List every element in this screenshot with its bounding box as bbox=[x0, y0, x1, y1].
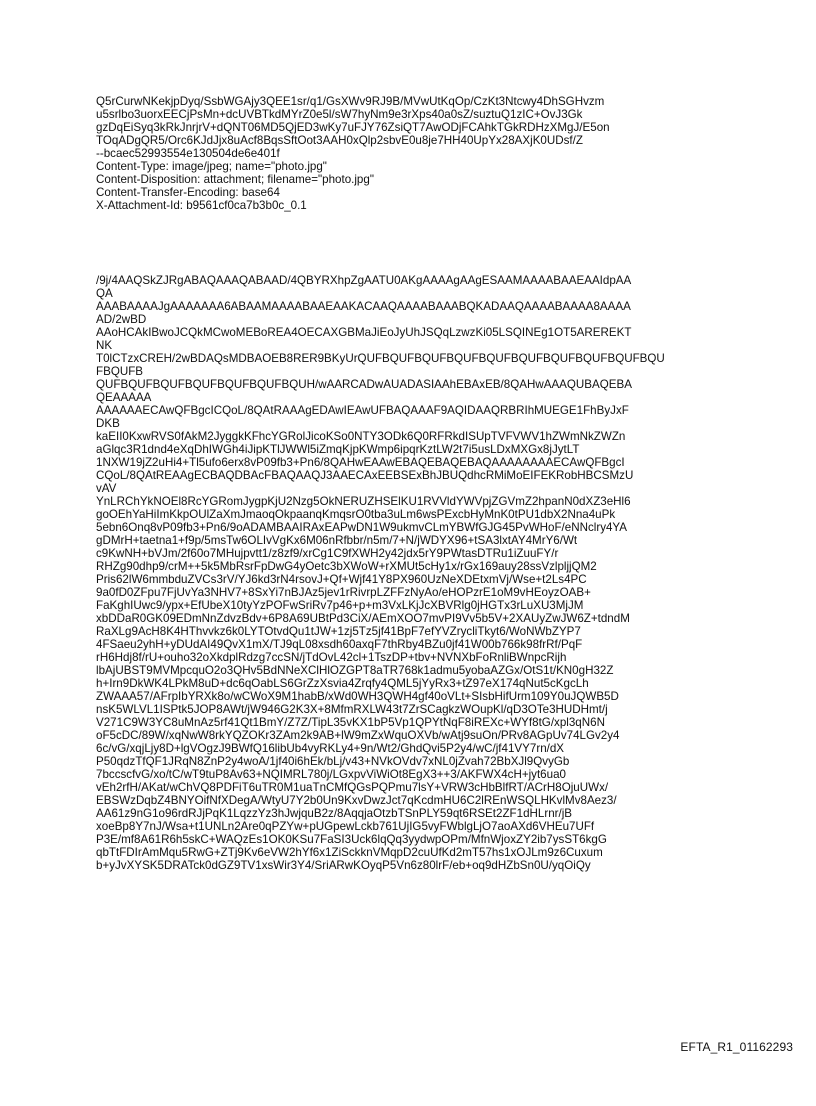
payload-line: T0lCTzxCREH/2wBDAQsMDBAOEB8RER9BKyUrQUFBQUFBQUFBQUFBQUFBQUFBQUFBQUFBQUFBQU bbox=[96, 352, 665, 365]
base64-payload-block bbox=[96, 274, 736, 1106]
payload-line bbox=[96, 1041, 736, 1054]
payload-line bbox=[96, 872, 736, 885]
payload-line: DKB bbox=[96, 417, 120, 430]
content-transfer-encoding-line: Content-Transfer-Encoding: base64 bbox=[96, 186, 280, 199]
payload-line: qbTtFDIrAmMqu5RwG+ZTj9Kv6eVW2hYf6x1ZiSckknVMqpD2cuUfKd2mT57hs1xOJLm9z6Cuxum bbox=[96, 846, 603, 859]
payload-line: CQoL/8QAtREAAgECBAQDBAcFBAQAAQJ3AAECAxEEBSExBhJBUQdhcRMiMoEIFEKRobHBCSMzU bbox=[96, 469, 634, 482]
payload-line: P50qdzTfQF1JRqN8ZnP2y4woA/1jf40i6hEk/bLj/v43+NVkOVdv7xNL0jZvah72BbXJl9QvyGb bbox=[96, 755, 570, 768]
payload-line: QEAAAAA bbox=[96, 391, 152, 404]
payload-line: gDMrH+taetna1+f9p/5msTw6OLIvVgKx6M06nRfbbr/n5m/7+N/jWDYX96+tSA3lxtAY4MrY6/Wt bbox=[96, 534, 578, 547]
payload-line: FaKghIUwc9/ypx+EfUbeX10tyYzPOFwSriRv7p46+p+m3VxLKjJcXBVRlg0jHGTx3rLuXU3MjJM bbox=[96, 599, 584, 612]
payload-line: FBQUFB bbox=[96, 365, 144, 378]
payload-line: AAABAAAAJgAAAAAAA6ABAAMAAAABAAEAAKACAAQAAAABAAABQKADAAQAAAABAAAA8AAAA bbox=[96, 300, 631, 313]
payload-line bbox=[96, 1080, 736, 1093]
payload-line: lbAjUBST9MVMpcquO2o3QHv5BdNNeXClHlOZGPT8aTR768k1admu5yobaAZGx/OtS1t/KN0gH32Z bbox=[96, 664, 614, 677]
payload-line: 4FSaeu2yhH+yDUdAI49QvX1mX/TJ9qL08xsdh60axqF7thRby4BZu0jf41W00b766k98frRf/PqF bbox=[96, 638, 583, 651]
payload-line: b+yJvXYSK5DRATck0dGZ9TV1xsWir3Y4/SriARwKOyqP5Vn6z80lrF/eb+oq9dHZbSn0U/yqOiQy bbox=[96, 859, 591, 872]
payload-line: V271C9W3YC8uMnAz5rf41Qt1BmY/Z7Z/TipL35vKX1bP5Vp1QPYtNqF8iREXc+WYf8tG/xpl3qN6N bbox=[96, 716, 605, 729]
payload-line: NK bbox=[96, 339, 113, 352]
payload-line: AA61z9nG1o96rdRJjPqK1LqzzYz3hJwjquB2z/8AqqjaOtzbTSnPLY59qt6RSEt2ZF1dHLrnr/jB bbox=[96, 807, 573, 820]
payload-line bbox=[96, 911, 736, 924]
payload-line: 1NXW19jZ2uHi4+Tl5ufo6erx8vP09fb3+Pn6/8QAHwEAAwEBAQEBAQEBAQAAAAAAAAECAwQFBgcI bbox=[96, 456, 625, 469]
payload-line bbox=[96, 963, 736, 976]
content-type-line: Content-Type: image/jpeg; name="photo.jpg" bbox=[96, 160, 327, 173]
payload-line: P3E/mf8A61R6h5skC+WAQzEs1OK0KSu7FaSI3Uck6lqQq3yydwpOPm/MfnWjoxZY2ib7ysST6kgG bbox=[96, 833, 607, 846]
payload-line bbox=[96, 1028, 736, 1041]
mime-header-block bbox=[96, 95, 736, 212]
payload-line: h+Irn9DkWK4LPkM8uD+dc6qOabLS6GrZzXsvia4Zrqfy4QML5jYyRx3+tZ97eX174qNut5cKgcLh bbox=[96, 677, 589, 690]
payload-line bbox=[96, 989, 736, 1002]
payload-line: goOEhYaHiImKkpOUlZaXmJmaoqOkpaanqKmqsrO0tba3uLm6wsPExcbHyMnK0tPU1dbX2Nna4uPk bbox=[96, 508, 616, 521]
payload-line: /9j/4AAQSkZJRgABAQAAAQABAAD/4QBYRXhpZgAATU0AKgAAAAgAAgESAAMAAAABAAEAAIdpAA bbox=[96, 274, 632, 287]
payload-line bbox=[96, 1015, 736, 1028]
payload-line: vEh2rfH/AKat/wChVQ8PDFiT6uTR0M1uaTnCMfQGsPQPmu7lsY+VRW3cHbBlfRT/ACrH8OjuUWx/ bbox=[96, 781, 609, 794]
header-line: TOqADgQR5/Orc6KJdJjx8uAcf8BqsSftOot3AAH0xQlp2sbvE0u8je7HH40UpYx28AXjK0UDsf/Z bbox=[96, 134, 583, 147]
payload-line: QA bbox=[96, 287, 113, 300]
payload-line: c9KwNH+bVJm/2f60o7MHujpvtt1/z8zf9/xrCg1C9fXWH2y42jdx5rY9PWtasDTRu1iZuuFY/r bbox=[96, 547, 559, 560]
payload-line bbox=[96, 1093, 736, 1106]
header-line: u5srlbo3uorxEECjPsMn+dcUVBTkdMYrZ0e5l/sW7hyNm9e3rXps40a0sZ/suztuQ1zIC+OvJ3Gk bbox=[96, 108, 583, 121]
payload-line: AD/2wBD bbox=[96, 313, 147, 326]
payload-line: RaXLg9AcH8K4HThvvkz6k0LYTOtvdQu1tJW+1zj5Tz5jf41BpF7efYVZrycliTkyt6/WoNWbZYP7 bbox=[96, 625, 581, 638]
header-line: gzDqEiSyq3kRkJnrjrV+dQNT06MD5QjED3wKy7uFJY76ZsiQT7AwODjFCAhkTGkRDHzXMgJ/E5on bbox=[96, 121, 610, 134]
payload-line: xoeBp8Y7nJ/Wsa+t1UNLn2Are0qPZYw+pUGpewLckb761UjIG5vyFWblgLjO7aoAXd6VHEu7UFf bbox=[96, 820, 595, 833]
payload-line: oF5cDC/89W/xqNwW8rkYQZOKr3ZAm2k9AB+lW9mZxWquOXVb/wAtj9suOn/PRv8AGpUv74LGv2y4 bbox=[96, 729, 620, 742]
payload-line: 9a0fD0ZFpu7FjUvYa3NHV7+8SxYi7nBJAz5jev1rRivrpLZFFzNyAo/eHOPzrE1oM9vHEoyzOAB+ bbox=[96, 586, 591, 599]
payload-line bbox=[96, 950, 736, 963]
payload-line: 7bccscfvG/xo/tC/wT9tuP8Av63+NQIMRL780j/LGxpvViWiOt8EgX3++3/AKFWX4cH+jyt6ua0 bbox=[96, 768, 566, 781]
payload-line bbox=[96, 1054, 736, 1067]
attachment-id-line: X-Attachment-Id: b9561cf0ca7b3b0c_0.1 bbox=[96, 199, 307, 212]
payload-line bbox=[96, 937, 736, 950]
payload-line: xbDDaR0GK09EDmNnZdvzBdv+6P8A69UBtPd3CiX/AEmXOO7mvPI9Vv5b5V+2XAUyZwJW6Z+tdndM bbox=[96, 612, 630, 625]
header-line: Q5rCurwNKekjpDyq/SsbWGAjy3QEE1sr/q1/GsXWv9RJ9B/MVwUtKqOp/CzKt3Ntcwy4DhSGHvzm bbox=[96, 95, 605, 108]
payload-line bbox=[96, 1002, 736, 1015]
payload-line: YnLRChYkNOEl8RcYGRomJygpKjU2Nzg5OkNERUZHSElKU1RVVldYWVpjZGVmZ2hpanN0dXZ3eHl6 bbox=[96, 495, 631, 508]
payload-line: 6c/vG/xqjLjy8D+lgVOgzJ9BWfQ16libUb4vyRKLy4+9n/Wt2/GhdQvi5P2y4/wC/jf41VY7rn/dX bbox=[96, 742, 565, 755]
payload-line: aGlqc3R1dnd4eXqDhIWGh4iJipKTlJWWl5iZmqKjpKWmp6ipqrKztLW2t7i5usLDxMXGx8jJytLT bbox=[96, 443, 580, 456]
payload-line: kaEII0KxwRVS0fAkM2JyggkKFhcYGRolJicoKSo0NTY3ODk6Q0RFRkdISUpTVFVWV1hZWmNkZWZn bbox=[96, 430, 626, 443]
payload-line: AAAAAAECAwQFBgcICQoL/8QAtRAAAgEDAwIEAwUFBAQAAAF9AQIDAAQRBRIhMUEGE1FhByJxF bbox=[96, 404, 629, 417]
payload-line bbox=[96, 885, 736, 898]
payload-line: Pris62lW6mmbduZVCs3rV/YJ6kd3rN4rsovJ+Qf+Wjf41Y8PX960UzNeXDEtxmVj/Wse+t2Ls4PC bbox=[96, 573, 587, 586]
payload-line bbox=[96, 1067, 736, 1080]
payload-line: 5ebn6Onq8vP09fb3+Pn6/9oADAMBAAIRAxEAPwDN1W9ukmvCLmYBWfGJG45PvWHoF/eNNclry4YA bbox=[96, 521, 628, 534]
payload-line: ZWAAA57/AFrpIbYRXk8o/wCWoX9M1habB/xWd0WH3QWH4gf40oVLt+SIsbHifUrm109Y0uJQWB5D bbox=[96, 690, 619, 703]
payload-line: EBSWzDqbZ4BNYOifNfXDegA/WtyU7Y2b0Un9KxvDwzJct7qKcdmHU6C2lREnWSQLHKvlMv8Aez3/ bbox=[96, 794, 617, 807]
mime-boundary-line: --bcaec52993554e130504de6e401f bbox=[96, 147, 280, 160]
document-id-footer: EFTA_R1_01162293 bbox=[680, 1040, 793, 1054]
payload-line: rH6Hdj8f/rU+ouho32oXkdplRdzg7ccSN/jTdOvL42cl+1TszDP+tbv+NVNXbFoRnliBWnpcRijh bbox=[96, 651, 567, 664]
payload-line: nsK5WLVL1ISPtk5JOP8AWt/jW946G2K3X+8MfmRXLW43t7ZrSCagkzWOupKl/qD3OTe3HUDHmt/j bbox=[96, 703, 608, 716]
payload-line: QUFBQUFBQUFBQUFBQUFBQUFBQUH/wAARCADwAUADASIAAhEBAxEB/8QAHwAAAQUBAQEBA bbox=[96, 378, 632, 391]
payload-line bbox=[96, 924, 736, 937]
payload-line bbox=[96, 976, 736, 989]
payload-line bbox=[96, 898, 736, 911]
payload-line: AAoHCAkIBwoJCQkMCwoMEBoREA4OECAXGBMaJiEoJyUhJSQqLzwzKi05LSQINEg1OT5AREREKT bbox=[96, 326, 632, 339]
payload-line: RHZg90dhp9/crM++5k5MbRsrFpDwG4yOetc3bXWoW+rXMUt5cHy1x/rGx169auy28ssVzlpljjQM2 bbox=[96, 560, 597, 573]
content-disposition-line: Content-Disposition: attachment; filename="photo.jpg" bbox=[96, 173, 374, 186]
payload-line: vAV bbox=[96, 482, 117, 495]
